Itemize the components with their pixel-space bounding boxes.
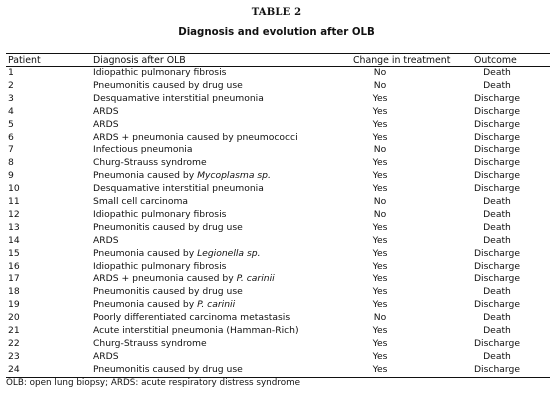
table-row [0, 119, 553, 132]
outcome-cell: Discharge [473, 299, 521, 311]
change-cell: Yes [372, 131, 388, 143]
outcome-cell: Death [483, 79, 511, 91]
change-cell: Yes [372, 350, 388, 362]
diagnosis-cell: Pneumonitis caused by drug use [93, 221, 243, 233]
patient-cell: 4 [8, 105, 14, 117]
table-title: Diagnosis and evolution after OLB [178, 27, 375, 38]
table-row [0, 261, 553, 274]
header-change: Change in treatment [353, 55, 451, 66]
outcome-cell: Discharge [473, 273, 521, 285]
patient-cell: 2 [8, 79, 14, 91]
change-cell: Yes [372, 118, 388, 130]
patient-cell: 20 [8, 312, 20, 324]
organism-name: P. carinii [236, 273, 275, 285]
table-row [0, 299, 553, 312]
diagnosis-cell [93, 170, 271, 181]
table-row [0, 209, 553, 222]
change-cell: No [373, 79, 387, 91]
change-cell: No [373, 196, 387, 207]
diagnosis-cell: Desquamative interstitial pneumonia [93, 92, 264, 104]
change-cell: Yes [372, 221, 388, 233]
diagnosis-cell: ARDS + pneumonia caused by pneumococci [93, 131, 298, 143]
outcome-cell: Discharge [473, 337, 521, 349]
patient-cell: 18 [8, 286, 20, 298]
change-cell: Yes [372, 92, 388, 104]
change-cell: Yes [372, 247, 388, 259]
footnote: OLB: open lung biopsy; ARDS: acute respiratory distress syndrome [6, 378, 301, 388]
patient-cell: 12 [8, 208, 20, 220]
patient-cell: 6 [8, 131, 14, 143]
change-cell: Yes [372, 325, 388, 336]
patient-cell: 24 [8, 363, 20, 375]
table-row [0, 325, 553, 338]
table-row [0, 106, 553, 119]
diagnosis-cell: Churg-Strauss syndrome [93, 157, 207, 169]
change-cell: Yes [372, 183, 388, 195]
patient-cell: 10 [8, 183, 20, 195]
outcome-cell: Discharge [473, 363, 521, 375]
diagnosis-cell: Acute interstitial pneumonia (Hamman-Rich) [93, 325, 299, 336]
outcome-cell: Discharge [473, 157, 521, 169]
change-cell: Yes [372, 363, 388, 375]
diagnosis-cell: Poorly differentiated carcinoma metastasis [93, 312, 291, 324]
patient-cell: 21 [8, 325, 20, 336]
table-label: TABLE 2 [251, 7, 302, 18]
patient-cell: 13 [8, 221, 20, 233]
outcome-cell: Death [483, 234, 511, 246]
diagnosis-cell: Desquamative interstitial pneumonia [93, 183, 264, 195]
change-cell: Yes [372, 234, 388, 246]
header-diagnosis: Diagnosis after OLB [93, 55, 186, 66]
table-row [0, 222, 553, 235]
diagnosis-cell: Idiopathic pulmonary fibrosis [93, 67, 227, 78]
table-row [0, 80, 553, 93]
outcome-cell: Discharge [473, 131, 521, 143]
diagnosis-cell: Idiopathic pulmonary fibrosis [93, 260, 227, 272]
outcome-cell: Death [483, 221, 511, 233]
patient-cell: 19 [8, 299, 20, 311]
diagnosis-cell: Churg-Strauss syndrome [93, 337, 207, 349]
diagnosis-cell: Pneumonitis caused by drug use [93, 363, 243, 375]
patient-cell: 16 [8, 260, 20, 272]
table-row [0, 273, 553, 286]
change-cell: No [373, 312, 387, 324]
change-cell: Yes [372, 299, 388, 311]
diagnosis-cell: Small cell carcinoma [93, 196, 189, 207]
header-patient: Patient [8, 55, 41, 66]
diagnosis-text: Pneumonia caused by [93, 170, 198, 182]
patient-cell: 3 [8, 92, 14, 104]
diagnosis-cell: Pneumonitis caused by drug use [93, 286, 243, 298]
diagnosis-text: ARDS + pneumonia caused by [93, 273, 237, 285]
patient-cell: 15 [8, 247, 20, 259]
diagnosis-cell [93, 299, 235, 310]
patient-cell: 22 [8, 337, 20, 349]
change-cell: Yes [372, 105, 388, 117]
outcome-cell: Discharge [473, 118, 521, 130]
table-row [0, 364, 553, 377]
patient-cell: 1 [8, 67, 14, 78]
diagnosis-cell: Infectious pneumonia [93, 144, 193, 156]
diagnosis-cell: ARDS [93, 118, 119, 130]
outcome-cell: Death [483, 312, 511, 324]
diagnosis-cell: ARDS [93, 105, 119, 117]
outcome-cell: Discharge [473, 247, 521, 259]
table-row [0, 67, 553, 80]
change-cell: Yes [372, 157, 388, 169]
top-rule [6, 53, 550, 54]
outcome-cell: Discharge [473, 92, 521, 104]
patient-cell: 17 [8, 273, 20, 285]
outcome-cell: Death [483, 208, 511, 220]
table-row [0, 144, 553, 157]
change-cell: No [373, 208, 387, 220]
organism-name: Legionella sp. [197, 247, 261, 259]
change-cell: Yes [372, 337, 388, 349]
table-row [0, 312, 553, 325]
table-row [0, 338, 553, 351]
patient-cell: 23 [8, 350, 20, 362]
patient-cell: 14 [8, 234, 20, 246]
outcome-cell: Discharge [473, 260, 521, 272]
table-row [0, 170, 553, 183]
diagnosis-cell: ARDS [93, 234, 119, 246]
outcome-cell: Death [483, 67, 511, 78]
patient-cell: 5 [8, 118, 14, 130]
diagnosis-cell [93, 273, 275, 284]
header-outcome: Outcome [474, 55, 517, 66]
organism-name: P. carinii [197, 299, 236, 311]
change-cell: Yes [372, 273, 388, 285]
patient-cell: 9 [8, 170, 14, 182]
outcome-cell: Discharge [473, 170, 521, 182]
diagnosis-text: Pneumonia caused by [93, 299, 198, 311]
patient-cell: 8 [8, 157, 14, 169]
table-row [0, 196, 553, 209]
change-cell: Yes [372, 286, 388, 298]
table-row [0, 351, 553, 364]
patient-cell: 7 [8, 144, 14, 156]
outcome-cell: Discharge [473, 144, 521, 156]
diagnosis-cell [93, 248, 261, 259]
diagnosis-cell: ARDS [93, 350, 119, 362]
table-row [0, 248, 553, 261]
diagnosis-text: Pneumonia caused by [93, 247, 198, 259]
outcome-cell: Discharge [473, 183, 521, 195]
outcome-cell: Death [483, 350, 511, 362]
diagnosis-cell: Pneumonitis caused by drug use [93, 79, 243, 91]
outcome-cell: Death [483, 286, 511, 298]
table-row [0, 132, 553, 145]
table-row [0, 157, 553, 170]
outcome-cell: Death [483, 325, 511, 336]
change-cell: No [373, 67, 387, 78]
outcome-cell: Death [483, 196, 511, 207]
change-cell: Yes [372, 170, 388, 182]
table-row [0, 183, 553, 196]
change-cell: Yes [372, 260, 388, 272]
patient-cell: 11 [8, 196, 20, 207]
table-row [0, 93, 553, 106]
table-row [0, 235, 553, 248]
diagnosis-cell: Idiopathic pulmonary fibrosis [93, 208, 227, 220]
table-row [0, 286, 553, 299]
outcome-cell: Discharge [473, 105, 521, 117]
change-cell: No [373, 144, 387, 156]
organism-name: Mycoplasma sp. [197, 170, 271, 182]
